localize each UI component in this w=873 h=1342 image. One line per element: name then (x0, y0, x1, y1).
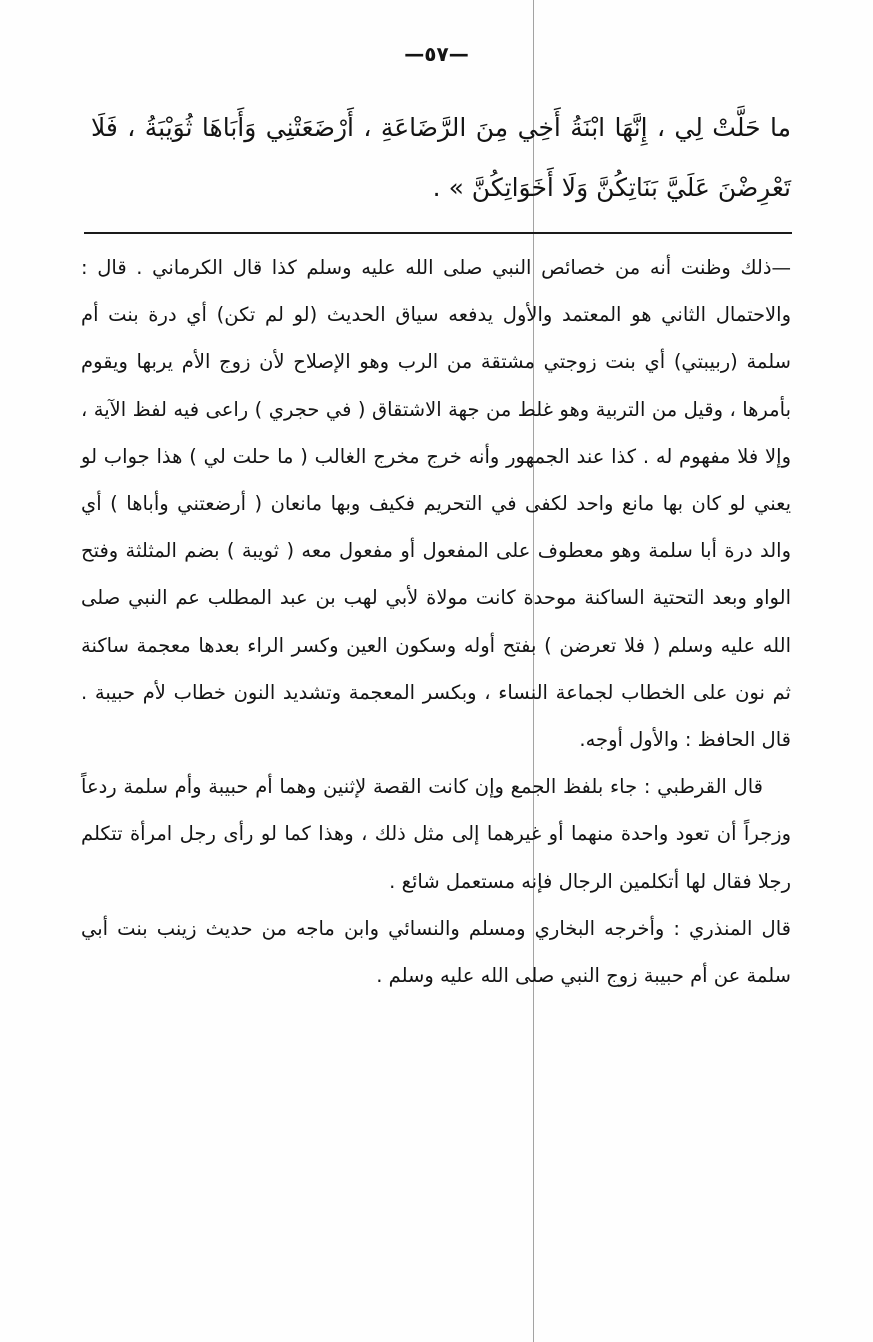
hadith-text: ما حَلَّتْ لِي ، إِنَّهَا ابْنَةُ أَخِي مِنَ الرَّضَاعَةِ ، أَرْضَعَتْنِي وَأَبَاهَا ثُوَيْبَةُ ، فَلَا تَعْرِضْنَ عَلَيَّ بَنَاتِكُنَّ وَلَا أَخَوَاتِكُنَّ » . (91, 113, 791, 202)
page-number: —٥٧— (404, 42, 469, 66)
footnote-divider (84, 232, 792, 234)
commentary-paragraph-2: قال القرطبي : جاء بلفظ الجمع وإن كانت القصة لإثنين وهما أم حبيبة وأم سلمة ردعاً وزجراً أن تعود واحدة منهما أو غيرهما إلى مثل ذلك ، وهذا كما لو رأى رجل امرأة تتكلم رجلا فقال لها أتكلمين الرجال فإنه مستعمل شائع . (81, 775, 791, 893)
commentary-paragraph-3: قال المنذري : وأخرجه البخاري ومسلم والنسائي وابن ماجه من حديث زينب بنت أبي سلمة عن أم حبيبة زوج النبي صلى الله عليه وسلم . (81, 916, 791, 988)
commentary-paragraph-1: —ذلك وظنت أنه من خصائص النبي صلى الله عليه وسلم كذا قال الكرماني . قال : والاحتمال الثاني هو المعتمد والأول يدفعه سياق الحديث (لو لم تكن) أي درة بنت أم سلمة (ربيبتي) أي بنت زوجتي مشتقة من الرب وهو الإصلاح لأن زوج الأم يربها ويقوم بأمرها ، وقيل من التربية وهو غلط من جهة الاشتقاق ( في حجري ) راعى فيه لفظ الآية ، وإلا فلا مفهوم له . كذا عند الجمهور وأنه خرج مخرج الغالب ( ما حلت لي ) هذا جواب لو يعني لو كان بها مانع واحد لكفى في التحريم فكيف وبها مانعان ( أرضعتني وأباها ) أي والد درة أبا سلمة وهو معطوف على المفعول أو مفعول معه ( ثويبة ) بضم المثلثة وفتح الواو وبعد التحتية الساكنة موحدة كانت مولاة لأبي لهب بن عبد المطلب عم النبي صلى الله عليه وسلم ( فلا تعرضن ) بفتح أوله وسكون العين وكسر الراء بعدها معجمة ساكنة ثم نون على الخطاب لجماعة النساء ، وبكسر المعجمة وتشديد النون خطاب لأم حبيبة . قال الحافظ : والأول أوجه. (81, 256, 791, 752)
commentary-section (81, 244, 791, 999)
